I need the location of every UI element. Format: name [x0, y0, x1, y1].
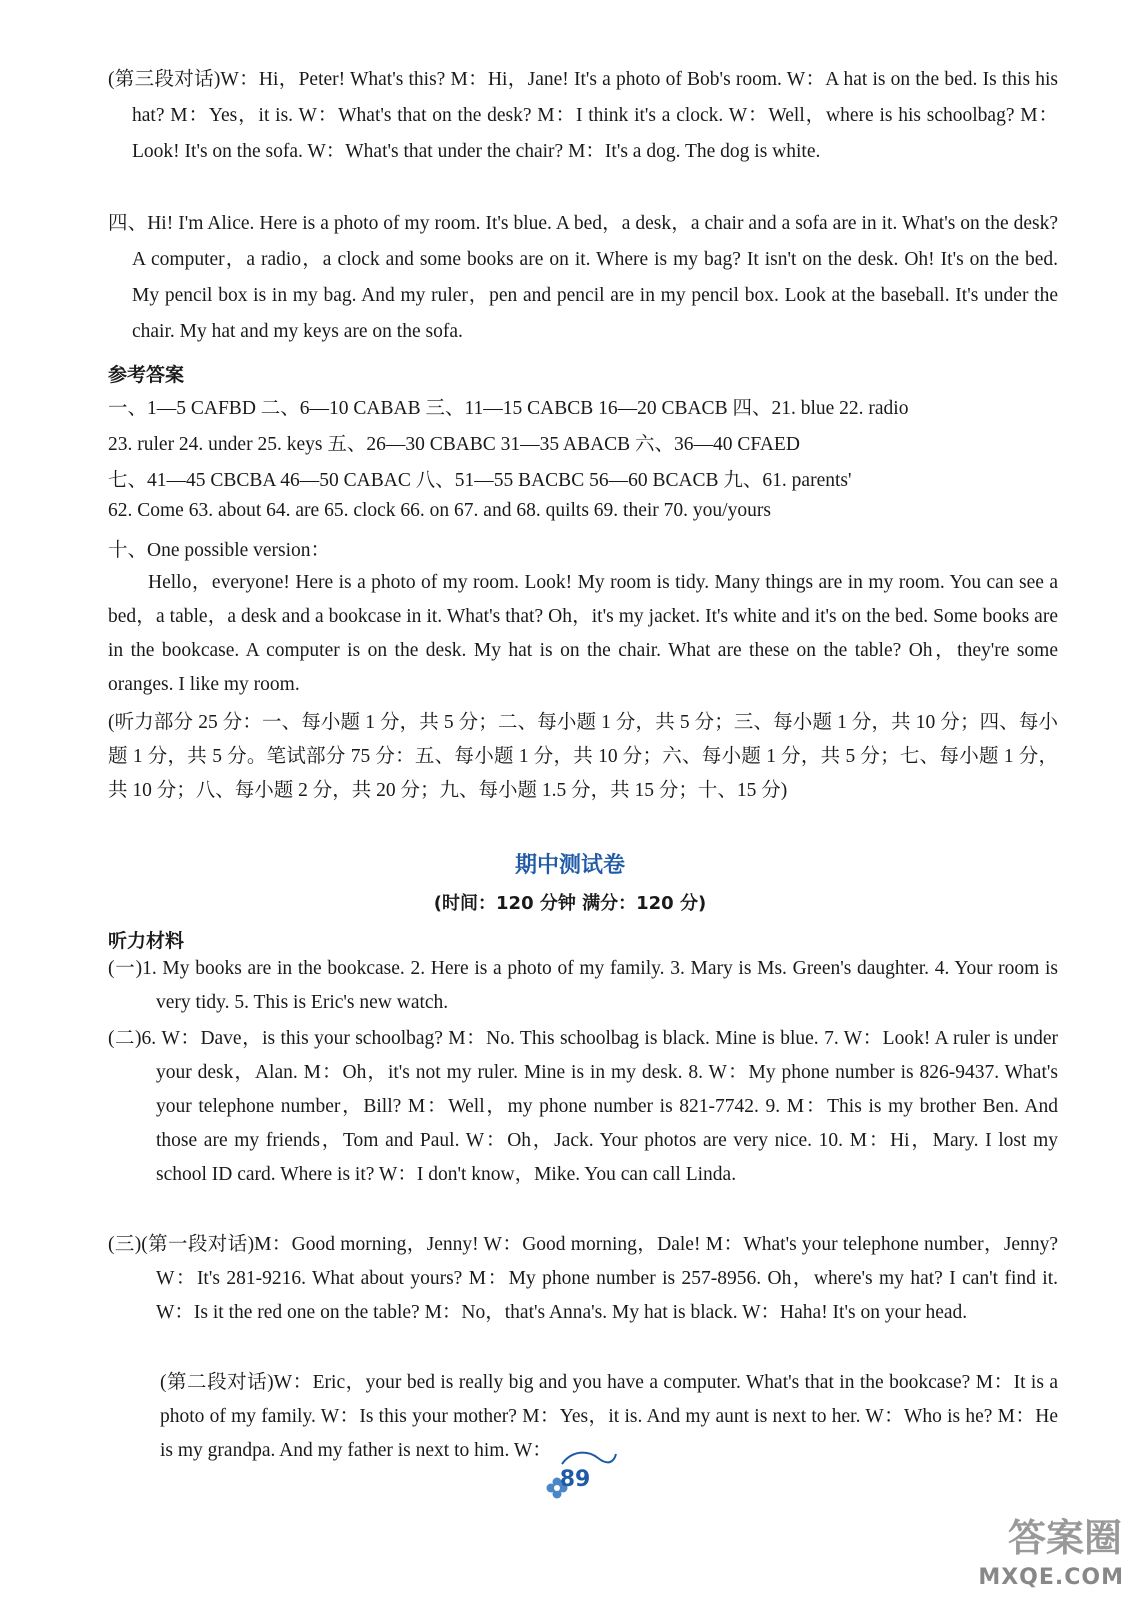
- watermark-site: MXQE.COM: [978, 1565, 1124, 1590]
- listening-part-3: (三)(第一段对话)M：Good morning，Jenny! W：Good morning，Dale! M：What's your telephone number，Jenny? W：It's 281-9216. What about yours? M：My phone number is 257-8956. Oh，where's my hat? I can't find it. W：Is it the red one on the table? M：No，that's Anna's. My hat is black. W：Haha! It's on your head.: [108, 1234, 1058, 1323]
- section-title: 期中测试卷: [514, 853, 625, 878]
- answer-line: 23. ruler 24. under 25. keys 五、26—30 CBABC 31—35 ABACB 六、36—40 CFAED: [108, 434, 800, 455]
- listening-part-2: (二)6. W：Dave，is this your schoolbag? M：No. This schoolbag is black. Mine is blue. 7. W：Look! A ruler is under your desk，Alan. M：Oh，it's not my ruler. Mine is in my desk. 8. W：My phone number is 826-9437. What's your telephone number，Bill? M：Well，my phone number is 821-7742. 9. M：This is my brother Ben. And those are my friends，Tom and Paul. W：Oh，Jack. Your photos are very nice. 10. M：Hi，Mary. I lost my school ID card. Where is it? W：I don't know，Mike. You can call Linda.: [108, 1028, 1058, 1185]
- listening-heading: 听力材料: [108, 930, 185, 952]
- answer-line: 一、1—5 CAFBD 二、6—10 CABAB 三、11—15 CABCB 16—20 CBACB 四、21. blue 22. radio: [108, 398, 909, 419]
- listening-dialogue-2: (第二段对话)W：Eric，your bed is really big and you have a computer. What's that in the bookcase? M：It is a photo of my family. W：Is this your mother? M：Yes，it is. And my aunt is next to her. W：Who is he? M：He is my grandpa. And my father is next to him. W：: [160, 1372, 1058, 1461]
- section-subtitle: (时间：120 分钟 满分：120 分): [433, 893, 707, 914]
- passage-paragraph-4: 四、Hi! I'm Alice. Here is a photo of my room. It's blue. A bed，a desk，a chair and a sofa are in it. What's on the desk? A computer，a radio，a clock and some books are on it. Where is my bag? It isn't on the desk. Oh! It's on the bed. My pencil box is in my bag. And my ruler，pen and pencil are in my pencil box. Look at the baseball. It's under the chair. My hat and my keys are on the sofa.: [108, 213, 1058, 342]
- watermark-logo: 答案圈: [1007, 1516, 1122, 1560]
- answers-heading: 参考答案: [108, 364, 185, 386]
- scoring-note: (听力部分 25 分：一、每小题 1 分，共 5 分；二、每小题 1 分，共 5 分；三、每小题 1 分，共 10 分；四、每小题 1 分，共 5 分。笔试部分 75 分：五、每小题 1 分，共 10 分；六、每小题 1 分，共 5 分；七、每小题 1 分，共 10 分；八、每小题 2 分，共 20 分；九、每小题 1.5 分，共 15 分；十、15 分): [108, 712, 1058, 801]
- answer-line: 十、One possible version：: [108, 540, 331, 561]
- answer-line: 62. Come 63. about 64. are 65. clock 66. on 67. and 68. quilts 69. their 70. you/yours: [108, 500, 771, 521]
- answer-line: 七、41—45 CBCBA 46—50 CABAC 八、51—55 BACBC 56—60 BCACB 九、61. parents': [108, 470, 852, 491]
- listening-part-1: (一)1. My books are in the bookcase. 2. Here is a photo of my family. 3. Mary is Ms. Green's daughter. 4. Your room is very tidy. 5. This is Eric's new watch.: [108, 958, 1058, 1013]
- dialogue-paragraph-3: (第三段对话)W：Hi，Peter! What's this? M：Hi，Jane! It's a photo of Bob's room. W：A hat is on the bed. Is this his hat? M：Yes，it is. W：What's that on the desk? M：I think it's a clock. W：Well，where is his schoolbag? M：Look! It's on the sofa. W：What's that under the chair? M：It's a dog. The dog is white.: [108, 69, 1058, 162]
- sample-essay: Hello，everyone! Here is a photo of my room. Look! My room is tidy. Many things are in my room. You can see a bed，a table，a desk and a bookcase in it. What's that? Oh，it's my jacket. It's white and it's on the bed. Some books are in the bookcase. A computer is on the desk. My hat is on the chair. What are these on the table? Oh，they're some oranges. I like my room.: [108, 572, 1058, 695]
- page-number: 89: [559, 1467, 591, 1492]
